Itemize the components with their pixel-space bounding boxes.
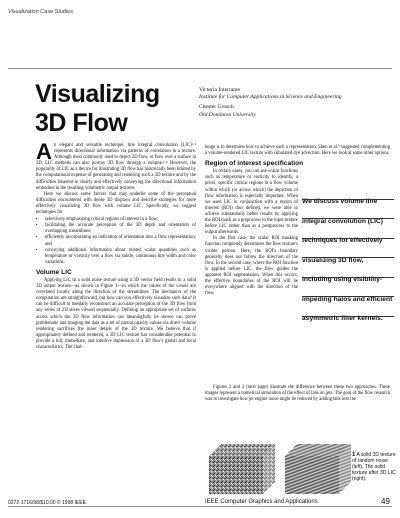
author-name: Victoria Interrante	[199, 87, 241, 93]
body-paragraph: In certain cases, you can use scalar functions such as temperature or vorticity to identify, a priori, specific critical regions in a flow volume within which (or across which) the depiction of flow information is especially important. When we used LIC in conjunction with a region of interest (ROI) thus defined, we were able to achieve substantially better results by applying the ROI mask as a preprocess to the input texture before LIC rather than as a postprocess to the output afterwards.	[205, 169, 298, 236]
list-item: • conveying additional information about related scalar quantities such as temperature or vorticity over a flow via subtle, continuous line width and color variations.	[45, 248, 196, 266]
section-heading-roi: Region of interest specification	[205, 160, 304, 168]
article-title	[35, 80, 160, 138]
body-paragraph: In the first case, the scalar ROI masking function completely determines the flow texture's visible portion. Here, the ROI's boundary generally does not follow the direction of the flow. In the second case, where the ROI function is applied before LIC, the flow guides the apparent ROI segmentation. When this occurs, the effective boundaries of the ROI will be everywhere aligned with the direction of the flow.	[205, 236, 298, 297]
noise-cube-left	[209, 444, 275, 494]
footer-journal: IEEE Computer Graphics and Applications	[205, 499, 318, 505]
pull-quote-rule	[302, 277, 394, 278]
technique-list	[36, 217, 196, 266]
title-line-1: Visualizing	[35, 80, 160, 108]
section-heading-volume-lic: Volume LIC	[36, 268, 72, 276]
pull-quote-line: techniques for effectively	[302, 237, 383, 244]
pull-quote-rule	[302, 199, 394, 200]
author-affiliation: Old Dominion University	[199, 111, 256, 118]
author-name: Chester Grosch	[199, 104, 234, 111]
pull-quote-rule	[302, 316, 394, 317]
body-paragraph: Applying LIC to a solid noise texture using a 3D vector field results in a solid 3D output texture—as shown in Figure 1—in which the values of the voxels are correlated locally along the direction of the streamlines. The mechanics of the computation are straightforward, but how can you effectively visualize such data? It can be difficult to mentally reconstruct an accurate perception of the 3D flow from any series of 2D slices viewed sequentially. Defining an appropriate set of surfaces across which the 3D flow information can meaningfully be shown can prove problematic and imaging the data as a set of partial opacity values via direct volume rendering sacrifices the inner details of the 3D texture. We believe that if appropriately defined and rendered, a 3D LIC texture has considerable potential to provide a full, immediate, and intuitive impression of a 3D flow's global and local characteristics. The chal-	[36, 277, 196, 350]
footer-rule	[8, 506, 392, 507]
footer-copyright: 0272-1716/98/$10.00 © 1998 IEEE	[8, 500, 86, 506]
pull-quote-line: including using visibility-	[302, 276, 383, 283]
pull-quote-rule	[302, 257, 394, 258]
list-item: • facilitating the accurate perception of the 3D depth and orientation of overlapping streamlines;	[45, 223, 196, 235]
pull-quote-rule	[302, 238, 394, 239]
body-paragraph: Figures 2 and 3 (next page) illustrate the difference between these two approaches. These images represent a numerical simulation of the effect of tabs on jets. The goal of the flow research was to investigate how jet engine noise might be reduced by adding tabs into the	[205, 385, 390, 403]
body-paragraph: Here we discuss some factors that may underlie some of the perceptual difficulties encountered with dense 3D displays and describe strategies for more effectively visualizing 3D flow with volume LIC. Specifically, we suggest techniques for	[36, 191, 196, 216]
pull-quote-rule	[302, 296, 394, 297]
pull-quote-rule	[302, 218, 394, 219]
figure-caption	[352, 452, 396, 482]
pull-quote-line: visualizing 3D flow,	[302, 256, 364, 264]
page-number: 49	[381, 497, 390, 506]
author-affiliation: Institute for Computer Applications in Science and Engineering	[199, 94, 342, 101]
column-2-continued	[205, 385, 390, 403]
pull-quote-line: asymmetric filter kernels.	[302, 315, 383, 322]
figure-number: 1	[352, 452, 356, 458]
pull-quote	[302, 192, 394, 329]
body-paragraph: lenge is to determine how to achieve such a representation. Shen et al.⁵ suggested complementing a volume-rendered LIC texture with simulated dye advection. Here we look at some other options.	[205, 145, 390, 157]
drop-cap: A	[36, 139, 52, 164]
pull-quote-line: We discuss volume line	[302, 198, 378, 205]
department-label: Visualization Case Studies	[8, 9, 74, 15]
pull-quote-line: impeding halos and efficient	[302, 295, 393, 303]
intro-paragraph: n elegant and versatile technique, line integral convolution (LIC)¹˒² represents directional information via patterns of correlation in a texture. Although most commonly used to depict 2D flow, or flow over a surface in 3D, LIC methods can also portray 3D flow through a volume.³˒⁴ However, the popularity of LIC as a device for illustrating 3D flow has historically been limited by the computational expense of generating and rendering such a 3D texture and by the difficulties inherent in clearly and effectively conveying the directional information embodied in the resulting volumetric output textures.	[36, 143, 196, 191]
title-line-2: 3D Flow	[35, 109, 128, 137]
figure-caption-text: A solid 3D texture of random noise (left). The solid texture after 3D LIC (right).	[352, 452, 396, 482]
column-1	[36, 139, 196, 351]
pull-quote-line: integral convolution (LIC)	[302, 217, 383, 225]
author-block	[199, 87, 389, 119]
lic-cube-right	[285, 444, 351, 494]
list-item: • efficiently incorporating an indication of orientation into a flow representation; and	[45, 235, 196, 247]
header-rule	[8, 68, 392, 69]
list-item: • selectively emphasizing critical regions of interest in a flow;	[45, 217, 196, 223]
